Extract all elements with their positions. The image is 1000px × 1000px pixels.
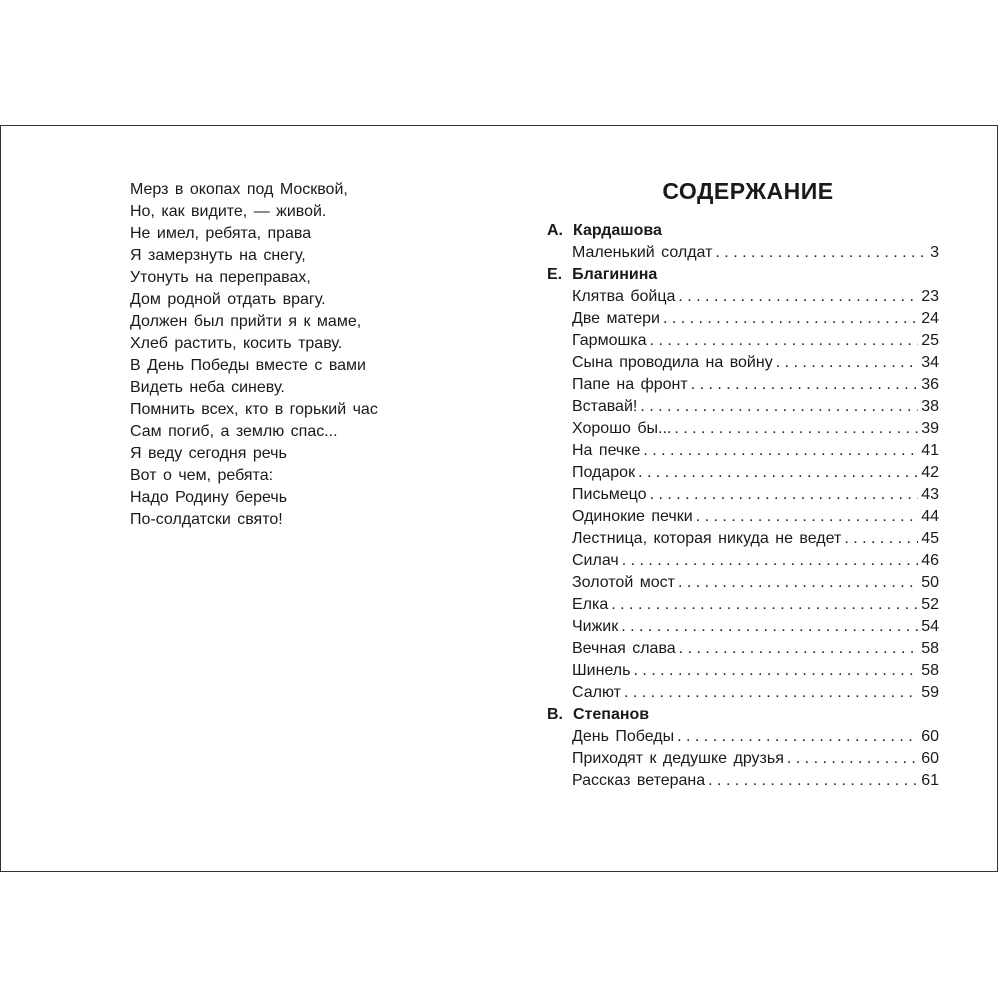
toc-entry-page: 23 [921, 288, 939, 305]
toc-entry-title: Письмецо [572, 486, 647, 503]
dot-leader [844, 528, 918, 550]
poem-line: Надо Родину беречь [130, 489, 288, 506]
toc-author [547, 704, 939, 726]
toc-entry-page: 54 [921, 618, 939, 635]
toc-entry-page: 44 [921, 508, 939, 525]
toc-entry-page: 3 [930, 244, 939, 261]
toc-entry-page: 24 [921, 310, 939, 327]
toc-entry-title: Папе на фронт [572, 376, 688, 393]
toc-entry-page: 50 [921, 574, 939, 591]
toc-entry-title: Гармошка [572, 332, 647, 349]
dot-leader [643, 440, 918, 462]
toc-entry-page: 58 [921, 662, 939, 679]
toc-entry-title: Сына проводила на войну [572, 354, 773, 371]
toc-entry [547, 528, 939, 550]
author-surname: Благинина [572, 266, 658, 283]
poem-line: Дом родной отдать врагу. [130, 291, 326, 308]
toc-entry-title: День Победы [572, 728, 675, 745]
dot-leader [679, 638, 919, 660]
dot-leader [650, 330, 919, 352]
toc-entry [547, 374, 939, 396]
dot-leader [621, 616, 918, 638]
toc-entry [547, 638, 939, 660]
toc-entry [547, 594, 939, 616]
toc-entry-title: Две матери [572, 310, 660, 327]
toc-entry [547, 572, 939, 594]
poem-line: Утонуть на переправах, [130, 269, 311, 286]
toc-entry [547, 484, 939, 506]
author-initial: А. [547, 222, 563, 239]
poem-line: Я веду сегодня речь [130, 445, 287, 462]
book-spread [0, 125, 998, 872]
poem-line: Не имел, ребята, права [130, 225, 312, 242]
toc-entry [547, 726, 939, 748]
toc-entry-page: 36 [921, 376, 939, 393]
toc-entry [547, 242, 939, 264]
toc-sections [547, 220, 939, 792]
toc-entry [547, 396, 939, 418]
toc-title: СОДЕРЖАНИЕ [662, 178, 834, 204]
toc-entry-page: 38 [921, 398, 939, 415]
poem-line: Помнить всех, кто в горький час [130, 401, 378, 418]
poem-line: По-солдатски свято! [130, 511, 283, 528]
toc-entry [547, 748, 939, 770]
dot-leader [624, 682, 918, 704]
toc-entry-title: Шинель [572, 662, 631, 679]
dot-leader [677, 726, 918, 748]
toc-entry-title: Одинокие печки [572, 508, 693, 525]
toc-entry-title: Хорошо бы... [572, 420, 672, 437]
toc-entry-page: 60 [921, 750, 939, 767]
table-of-contents [547, 171, 939, 792]
dot-leader [708, 770, 918, 792]
author-initial: В. [547, 706, 563, 723]
toc-entry [547, 616, 939, 638]
toc-entry-page: 61 [921, 772, 939, 789]
toc-entry [547, 352, 939, 374]
toc-author [547, 264, 939, 286]
toc-entry [547, 682, 939, 704]
poem-line: Вот о чем, ребята: [130, 467, 274, 484]
poem-line: Я замерзнуть на снегу, [130, 247, 306, 264]
toc-entry-title: Силач [572, 552, 619, 569]
toc-entry-page: 42 [921, 464, 939, 481]
poem-line: Сам погиб, а землю спас... [130, 423, 338, 440]
dot-leader [787, 748, 918, 770]
toc-entry-list [547, 726, 939, 792]
toc-entry-page: 41 [921, 442, 939, 459]
toc-entry-title: Елка [572, 596, 609, 613]
dot-leader [678, 286, 918, 308]
toc-entry-title: Лестница, которая никуда не ведет [572, 530, 842, 547]
toc-entry-title: Золотой мост [572, 574, 675, 591]
dot-leader [678, 572, 918, 594]
toc-entry-page: 60 [921, 728, 939, 745]
toc-entry-title: Маленький солдат [572, 244, 713, 261]
author-surname: Кардашова [573, 222, 662, 239]
toc-entry-title: На печке [572, 442, 641, 459]
toc-entry-page: 59 [921, 684, 939, 701]
toc-entry [547, 660, 939, 682]
dot-leader [622, 550, 918, 572]
toc-entry-page: 45 [921, 530, 939, 547]
toc-entry [547, 462, 939, 484]
toc-entry-title: Подарок [572, 464, 636, 481]
toc-entry-page: 43 [921, 486, 939, 503]
dot-leader [663, 308, 918, 330]
toc-entry-title: Приходят к дедушке друзья [572, 750, 784, 767]
toc-entry [547, 286, 939, 308]
toc-author [547, 220, 939, 242]
toc-entry-page: 52 [921, 596, 939, 613]
poem-line: Должен был прийти я к маме, [130, 313, 362, 330]
dot-leader [638, 462, 918, 484]
toc-entry [547, 308, 939, 330]
toc-entry-page: 46 [921, 552, 939, 569]
dot-leader [674, 418, 918, 440]
toc-entry-page: 34 [921, 354, 939, 371]
toc-entry-title: Вставай! [572, 398, 638, 415]
poem-line: Мерз в окопах под Москвой, [130, 181, 348, 198]
dot-leader [650, 484, 919, 506]
dot-leader [691, 374, 918, 396]
toc-entry [547, 770, 939, 792]
toc-entry-page: 25 [921, 332, 939, 349]
poem-line: Видеть неба синеву. [130, 379, 285, 396]
toc-entry-list [547, 242, 939, 264]
dot-leader [715, 242, 927, 264]
author-initial: Е. [547, 266, 563, 283]
toc-entry [547, 506, 939, 528]
poem-line: Хлеб растить, косить траву. [130, 335, 343, 352]
toc-entry [547, 550, 939, 572]
toc-entry-title: Чижик [572, 618, 619, 635]
toc-entry-list [547, 286, 939, 704]
toc-entry-page: 39 [921, 420, 939, 437]
toc-entry-title: Вечная слава [572, 640, 676, 657]
dot-leader [611, 594, 918, 616]
dot-leader [776, 352, 919, 374]
toc-entry-page: 58 [921, 640, 939, 657]
dot-leader [640, 396, 918, 418]
toc-entry-title: Клятва бойца [572, 288, 676, 305]
dot-leader [633, 660, 918, 682]
toc-entry-title: Рассказ ветерана [572, 772, 706, 789]
dot-leader [696, 506, 919, 528]
toc-entry [547, 440, 939, 462]
toc-entry [547, 330, 939, 352]
toc-entry-title: Салют [572, 684, 621, 701]
poem-line: В День Победы вместе с вами [130, 357, 366, 374]
author-surname: Степанов [573, 706, 650, 723]
poem-line: Но, как видите, — живой. [130, 203, 327, 220]
toc-entry [547, 418, 939, 440]
poem [130, 179, 490, 531]
